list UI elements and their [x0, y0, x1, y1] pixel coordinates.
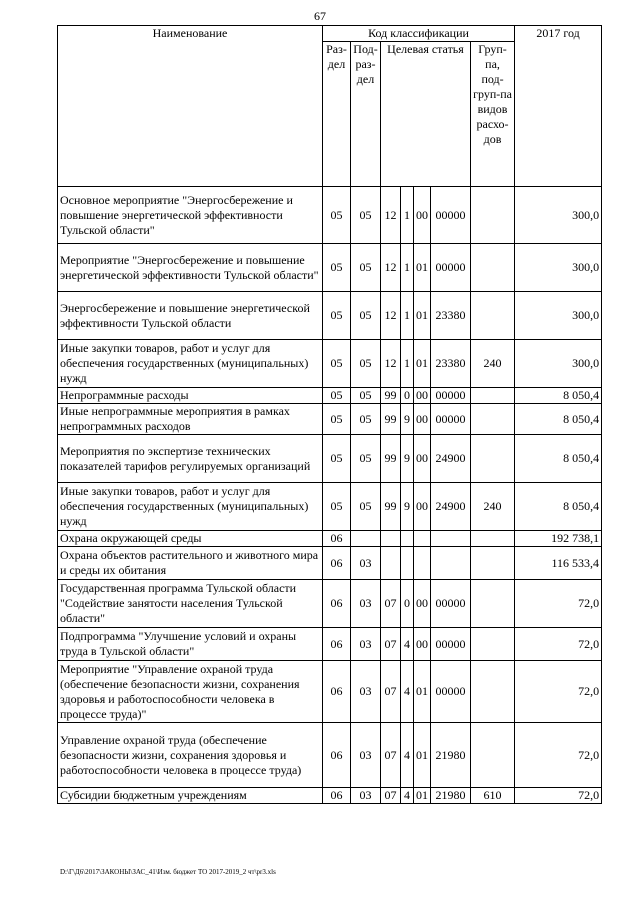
row-subsection: 05	[351, 187, 381, 244]
row-expense-type	[471, 628, 515, 661]
row-target-event: 00	[414, 483, 431, 531]
row-target-program: 99	[381, 483, 401, 531]
row-amount: 192 738,1	[515, 531, 602, 547]
row-target-event: 01	[414, 292, 431, 340]
row-name: Охрана окружающей среды	[58, 531, 323, 547]
row-target-subprogram: 4	[401, 628, 414, 661]
page-number: 67	[314, 9, 326, 23]
row-target-event: 00	[414, 435, 431, 483]
row-expense-type	[471, 292, 515, 340]
table-row	[58, 292, 602, 340]
table-row	[58, 404, 602, 435]
row-target-direction: 00000	[431, 580, 471, 628]
row-target-program: 07	[381, 628, 401, 661]
row-target-subprogram: 4	[401, 788, 414, 804]
row-section: 05	[323, 187, 351, 244]
header-code: Код классификации	[323, 26, 515, 42]
row-target-event	[414, 547, 431, 580]
row-target-direction: 00000	[431, 187, 471, 244]
row-expense-type	[471, 547, 515, 580]
row-target-event: 01	[414, 340, 431, 388]
row-amount: 8 050,4	[515, 404, 602, 435]
row-name: Мероприятие "Управление охраной труда (обеспечение безопасности жизни, сохранения здоровья и работоспособности человека в процессе труда)"	[58, 661, 323, 723]
row-target-direction: 21980	[431, 788, 471, 804]
row-target-event: 00	[414, 388, 431, 404]
row-amount: 300,0	[515, 292, 602, 340]
table-row	[58, 580, 602, 628]
row-name: Иные непрограммные мероприятия в рамках непрограммных расходов	[58, 404, 323, 435]
row-amount: 72,0	[515, 628, 602, 661]
row-target-subprogram: 9	[401, 483, 414, 531]
row-subsection: 05	[351, 292, 381, 340]
header-section: Раз-дел	[323, 42, 351, 187]
row-target-event: 01	[414, 788, 431, 804]
header-name: Наименование	[58, 26, 323, 187]
row-target-event: 01	[414, 661, 431, 723]
row-amount: 116 533,4	[515, 547, 602, 580]
row-expense-type	[471, 388, 515, 404]
row-target-direction: 23380	[431, 340, 471, 388]
row-target-subprogram: 1	[401, 292, 414, 340]
header-group: Груп-па, под-груп-па видов расхо-дов	[471, 42, 515, 187]
table-row	[58, 788, 602, 804]
table-row	[58, 628, 602, 661]
row-subsection: 05	[351, 404, 381, 435]
row-section: 05	[323, 244, 351, 292]
row-target-program	[381, 531, 401, 547]
row-target-subprogram: 9	[401, 435, 414, 483]
row-subsection: 05	[351, 483, 381, 531]
row-subsection: 05	[351, 388, 381, 404]
row-target-event	[414, 531, 431, 547]
table-row	[58, 244, 602, 292]
header-year: 2017 год	[515, 26, 602, 187]
row-amount: 72,0	[515, 661, 602, 723]
row-name: Субсидии бюджетным учреждениям	[58, 788, 323, 804]
row-target-subprogram: 4	[401, 723, 414, 788]
row-section: 05	[323, 388, 351, 404]
table-row	[58, 187, 602, 244]
row-target-direction	[431, 531, 471, 547]
row-amount: 8 050,4	[515, 435, 602, 483]
row-expense-type	[471, 723, 515, 788]
row-name: Государственная программа Тульской области "Содействие занятости населения Тульской области"	[58, 580, 323, 628]
table-row	[58, 388, 602, 404]
row-target-subprogram	[401, 531, 414, 547]
row-expense-type	[471, 244, 515, 292]
row-expense-type	[471, 661, 515, 723]
row-target-subprogram: 0	[401, 388, 414, 404]
row-target-subprogram: 0	[401, 580, 414, 628]
row-amount: 300,0	[515, 187, 602, 244]
row-subsection: 03	[351, 788, 381, 804]
row-section: 06	[323, 723, 351, 788]
row-target-program: 99	[381, 404, 401, 435]
header-subsection: Под-раз-дел	[351, 42, 381, 187]
row-target-event: 01	[414, 723, 431, 788]
file-path-footer: D:\Г\Д6\2017\ЗАКОНЫ\ЗАС_41\Изм. бюджет ТО 2017-2019_2 чт\pr3.xls	[60, 868, 276, 876]
row-target-direction: 24900	[431, 435, 471, 483]
row-subsection: 05	[351, 435, 381, 483]
row-name: Подпрограмма "Улучшение условий и охраны труда в Тульской области"	[58, 628, 323, 661]
table-row	[58, 723, 602, 788]
row-amount: 8 050,4	[515, 483, 602, 531]
row-target-program: 12	[381, 292, 401, 340]
row-amount: 300,0	[515, 340, 602, 388]
row-expense-type	[471, 435, 515, 483]
table-row	[58, 483, 602, 531]
row-target-direction: 23380	[431, 292, 471, 340]
row-amount: 72,0	[515, 723, 602, 788]
row-expense-type	[471, 580, 515, 628]
row-target-program	[381, 547, 401, 580]
row-amount: 8 050,4	[515, 388, 602, 404]
row-section: 05	[323, 483, 351, 531]
row-target-event: 00	[414, 580, 431, 628]
row-name: Мероприятие "Энергосбережение и повышение энергетической эффективности Тульской области"	[58, 244, 323, 292]
row-subsection: 03	[351, 723, 381, 788]
row-target-event: 00	[414, 628, 431, 661]
row-target-direction: 00000	[431, 388, 471, 404]
row-name: Основное мероприятие "Энергосбережение и повышение энергетической эффективности Тульской области"	[58, 187, 323, 244]
table-row	[58, 531, 602, 547]
row-target-event: 01	[414, 244, 431, 292]
row-subsection	[351, 531, 381, 547]
row-target-direction: 00000	[431, 661, 471, 723]
row-section: 06	[323, 788, 351, 804]
row-target-subprogram: 1	[401, 340, 414, 388]
budget-table	[57, 25, 602, 804]
row-subsection: 03	[351, 580, 381, 628]
row-target-subprogram: 9	[401, 404, 414, 435]
row-target-subprogram	[401, 547, 414, 580]
row-target-program: 12	[381, 244, 401, 292]
row-subsection: 05	[351, 340, 381, 388]
row-target-program: 12	[381, 340, 401, 388]
row-name: Иные закупки товаров, работ и услуг для обеспечения государственных (муниципальных) нужд	[58, 340, 323, 388]
row-target-program: 07	[381, 661, 401, 723]
row-subsection: 05	[351, 244, 381, 292]
table-row	[58, 435, 602, 483]
row-expense-type	[471, 404, 515, 435]
row-name: Охрана объектов растительного и животного мира и среды их обитания	[58, 547, 323, 580]
row-section: 05	[323, 340, 351, 388]
row-expense-type	[471, 187, 515, 244]
table-row	[58, 340, 602, 388]
row-amount: 300,0	[515, 244, 602, 292]
row-target-subprogram: 1	[401, 187, 414, 244]
row-name: Мероприятия по экспертизе технических показателей тарифов регулируемых организаций	[58, 435, 323, 483]
row-target-direction: 24900	[431, 483, 471, 531]
row-target-event: 00	[414, 404, 431, 435]
row-target-program: 12	[381, 187, 401, 244]
row-target-subprogram: 4	[401, 661, 414, 723]
row-section: 05	[323, 435, 351, 483]
row-target-program: 07	[381, 788, 401, 804]
header-target: Целевая статья	[381, 42, 471, 187]
row-target-event: 00	[414, 187, 431, 244]
row-name: Управление охраной труда (обеспечение безопасности жизни, сохранения здоровья и работоспособности человека в процессе труда)	[58, 723, 323, 788]
row-expense-type: 240	[471, 340, 515, 388]
row-target-direction: 00000	[431, 404, 471, 435]
row-section: 06	[323, 661, 351, 723]
row-section: 06	[323, 531, 351, 547]
row-target-direction: 00000	[431, 628, 471, 661]
row-subsection: 03	[351, 661, 381, 723]
row-section: 06	[323, 547, 351, 580]
row-section: 05	[323, 404, 351, 435]
row-name: Энергосбережение и повышение энергетической эффективности Тульской области	[58, 292, 323, 340]
row-target-program: 07	[381, 580, 401, 628]
row-section: 06	[323, 580, 351, 628]
row-section: 05	[323, 292, 351, 340]
row-subsection: 03	[351, 628, 381, 661]
row-amount: 72,0	[515, 580, 602, 628]
row-name: Непрограммные расходы	[58, 388, 323, 404]
row-target-program: 99	[381, 388, 401, 404]
row-subsection: 03	[351, 547, 381, 580]
row-target-direction: 21980	[431, 723, 471, 788]
row-section: 06	[323, 628, 351, 661]
row-target-subprogram: 1	[401, 244, 414, 292]
row-target-direction	[431, 547, 471, 580]
table-row	[58, 661, 602, 723]
table-row	[58, 547, 602, 580]
row-target-program: 07	[381, 723, 401, 788]
table-body	[58, 187, 602, 804]
row-expense-type	[471, 531, 515, 547]
row-expense-type: 240	[471, 483, 515, 531]
row-expense-type: 610	[471, 788, 515, 804]
row-name: Иные закупки товаров, работ и услуг для обеспечения государственных (муниципальных) нужд	[58, 483, 323, 531]
row-target-program: 99	[381, 435, 401, 483]
row-amount: 72,0	[515, 788, 602, 804]
row-target-direction: 00000	[431, 244, 471, 292]
